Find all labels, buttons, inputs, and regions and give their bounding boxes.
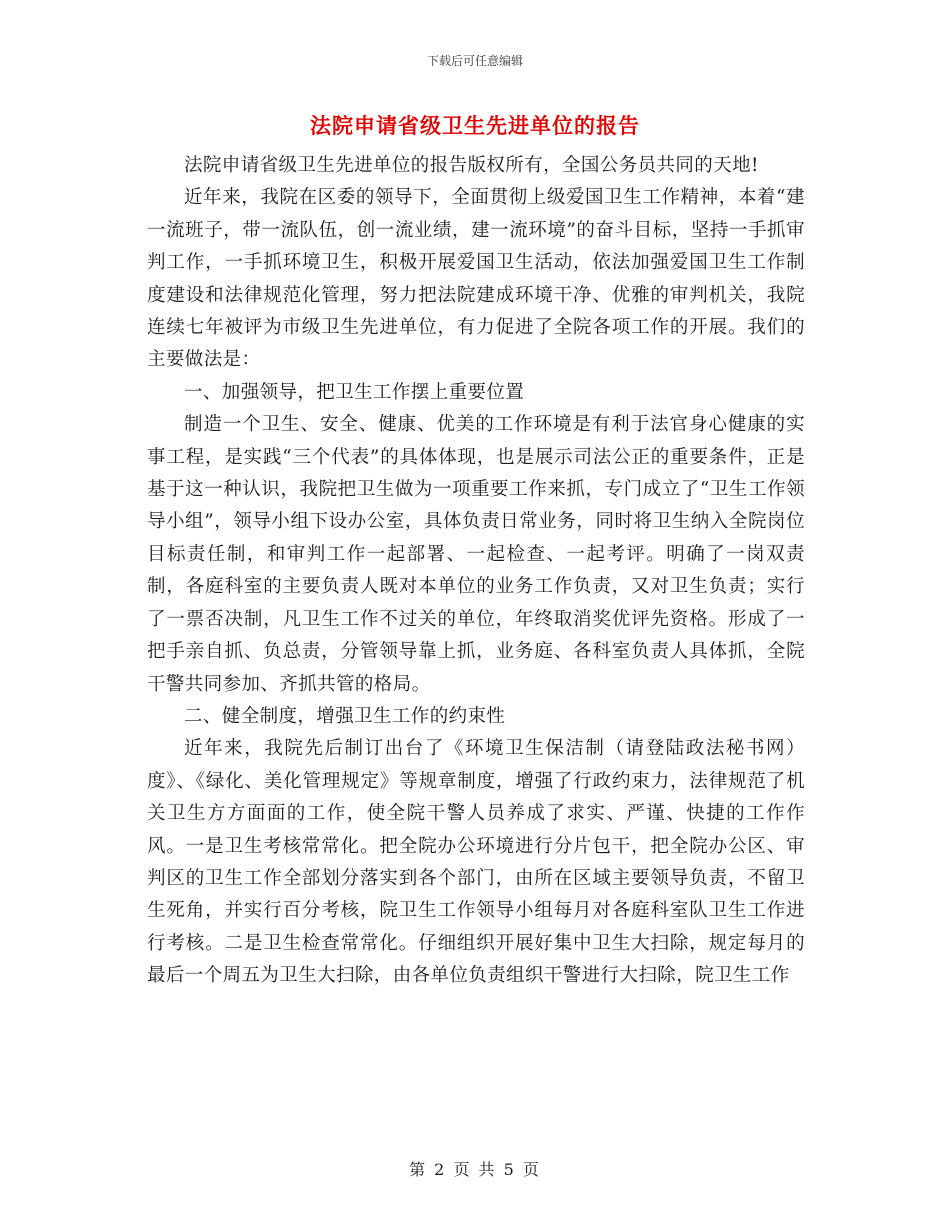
paragraph-section-2: 近年来，我院先后制订出台了《环境卫生保洁制（请登陆政法秘书网）度》、《绿化、美化管理规定》等规章制度，增强了行政约束力，法律规范了机关卫生方方面面的工作，使全院干警人员养成了求实、严谨、快捷的工作作风。一是卫生考核常常化。把全院办公环境进行分片包干，把全院办公区、审判区的卫生工作全部划分落实到各个部门，由所在区域主要领导负责，不留卫生死角，并实行百分考核，院卫生工作领导小组每月对各庭科室队卫生工作进行考核。二是卫生检查常常化。仔细组织开展好集中卫生大扫除，规定每月的最后一个周五为卫生大扫除，由各单位负责组织干警进行大扫除，院卫生工作 <box>147 738 805 987</box>
paragraph-intro: 法院申请省级卫生先进单位的报告版权所有，全国公务员共同的天地! <box>184 155 759 176</box>
header-note: 下载后可任意编辑 <box>426 54 523 68</box>
section-heading-1: 一、加强领导，把卫生工作摆上重要位置 <box>184 381 525 403</box>
page-number: 第 2 页 共 5 页 <box>409 1160 541 1179</box>
document-body <box>147 150 805 993</box>
document-title: 法院申请省级卫生先进单位的报告 <box>310 113 640 138</box>
paragraph-overview: 近年来，我院在区委的领导下，全面贯彻上级爱国卫生工作精神，本着“建一流班子，带一流队伍，创一流业绩，建一流环境”的奋斗目标，坚持一手抓审判工作，一手抓环境卫生，积极开展爱国卫生活动，依法加强爱国卫生工作制度建设和法律规范化管理，努力把法院建成环境干净、优雅的审判机关，我院连续七年被评为市级卫生先进单位，有力促进了全院各项工作的开展。我们的主要做法是： <box>147 187 805 371</box>
paragraph-section-1: 制造一个卫生、安全、健康、优美的工作环境是有利于法官身心健康的实事工程，是实践“三个代表”的具体体现，也是展示司法公正的重要条件，正是基于这一种认识，我院把卫生做为一项重要工作来抓，专门成立了“卫生工作领导小组”，领导小组下设办公室，具体负责日常业务，同时将卫生纳入全院岗位目标责任制，和审判工作一起部署、一起检查、一起考评。明确了一岗双责制，各庭科室的主要负责人既对本单位的业务工作负责，又对卫生负责；实行了一票否决制，凡卫生工作不过关的单位，年终取消奖优评先资格。形成了一把手亲自抓、负总责，分管领导靠上抓，业务庭、各科室负责人具体抓，全院干警共同参加、齐抓共管的格局。 <box>147 414 805 695</box>
section-heading-2: 二、健全制度，增强卫生工作的约束性 <box>184 705 506 727</box>
